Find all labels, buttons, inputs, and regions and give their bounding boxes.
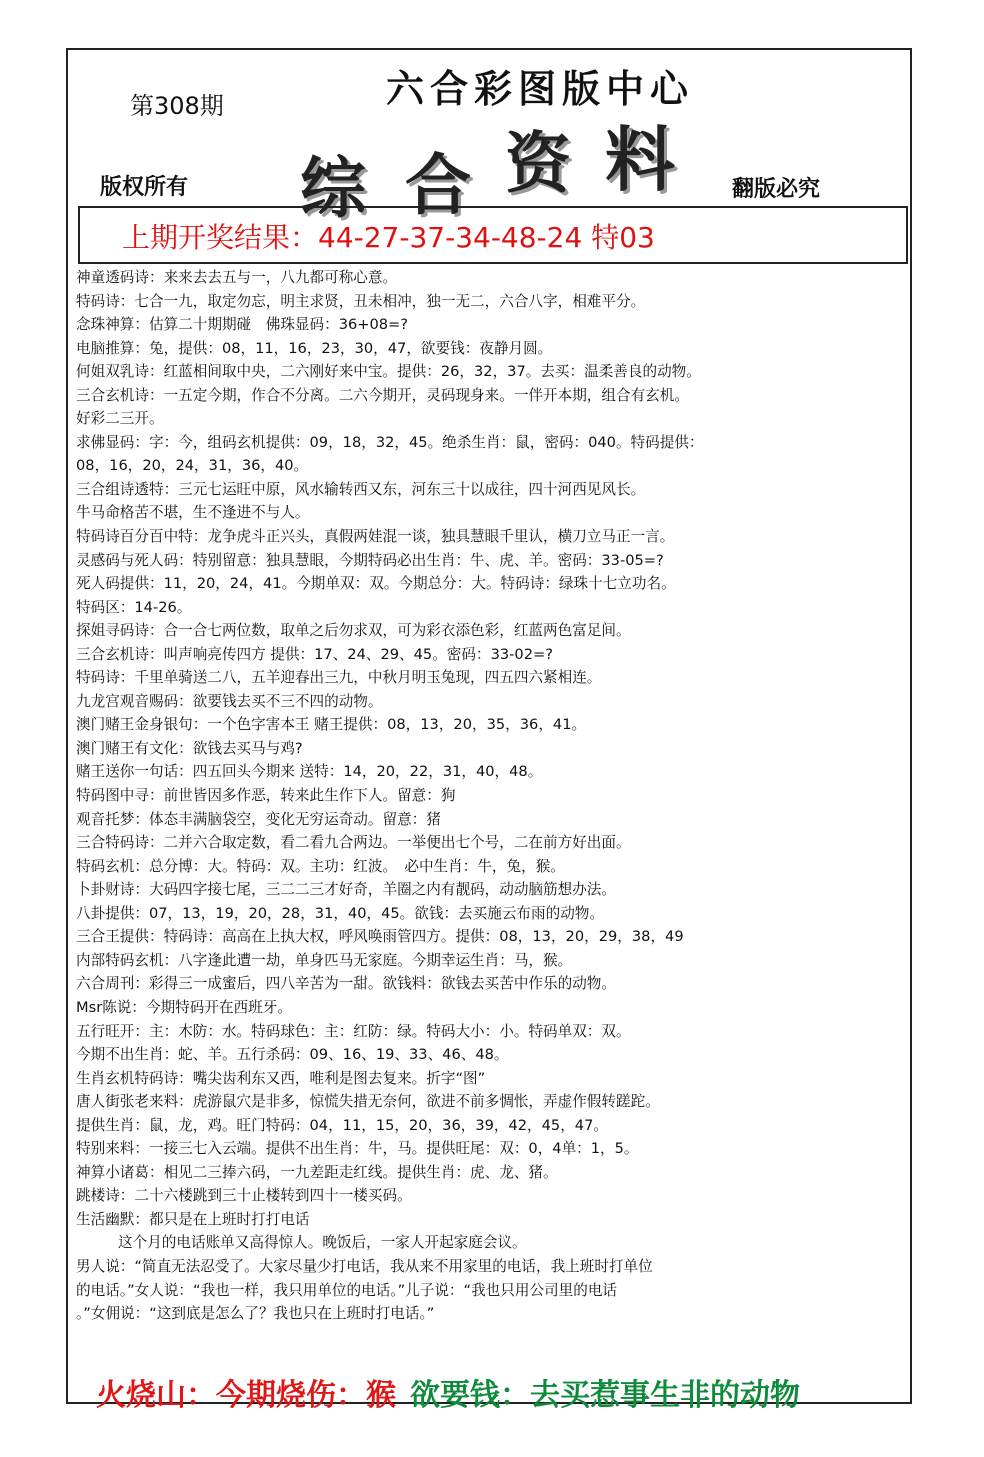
content-line: 男人说：“简直无法忍受了。大家尽量少打电话，我从来不用家里的电话，我上班时打单位 [76, 1257, 653, 1275]
content-line: 八卦提供：07，13，19，20，28，31，40，45。欲钱：去买施云布雨的动物。 [76, 904, 604, 922]
content-line: 08，16，20，24，31，36，40。 [76, 457, 309, 475]
content-line: 何姐双乳诗：红蓝相间取中央，二六刚好来中宝。提供：26，32，37。去买：温柔善良的动物。 [76, 363, 701, 381]
content-line: 卜卦财诗：大码四字接七尾，三二二三才好奇，羊圈之内有靓码，动动脑筋想办法。 [76, 881, 616, 899]
issue-number: 第308期 [130, 92, 224, 120]
center-title: 六合彩图版中心 [385, 66, 694, 111]
copyright-note: 版权所有 [100, 174, 189, 200]
content-line: 今期不出生肖：蛇、羊。五行杀码：09、16、19、33、46、48。 [76, 1046, 509, 1064]
big-title-char: 合 [405, 146, 471, 224]
footer-red-text: 火烧山：今期烧伤：猴 [96, 1378, 396, 1413]
content-line: 五行旺开：主：木防：水。特码球色：主：红防：绿。特码大小：小。特码单双：双。 [76, 1022, 631, 1040]
content-line: 三合组诗透特：三元七运旺中原，风水输转西又东，河东三十以成往，四十河西见风长。 [76, 480, 646, 498]
content-line: 特码诗：千里单骑送二八，五羊迎春出三九，中秋月明玉兔现，四五四六紧相连。 [76, 669, 602, 687]
big-title-char: 料 [605, 118, 675, 201]
content-line: 三合王提供：特码诗：高高在上执大权，呼风唤雨管四方。提供：08，13，20，29，38，49 [76, 928, 684, 946]
content-line: 观音托梦：体态丰满脑袋空，变化无穷运奇动。留意：猪 [76, 810, 441, 828]
big-title [300, 110, 720, 227]
footer-green-text: 欲要钱：去买惹事生非的动物 [410, 1378, 800, 1413]
content-line: 生肖玄机特码诗：嘴尖齿利东又西，唯利是图去复来。折字“图” [76, 1069, 486, 1087]
content-line: 生活幽默：都只是在上班时打打电话 [76, 1210, 310, 1228]
content-line: 。”女佣说：“这到底是怎么了？我也只在上班时打电话。” [76, 1305, 435, 1323]
content-line: Msr陈说：今期特码开在西班牙。 [76, 998, 292, 1016]
content-line: 澳门赌王金身银句：一个色字害本王 赌王提供：08，13，20，35，36，41。 [76, 716, 587, 734]
content-line: 好彩二三开。 [76, 410, 164, 428]
content-line: 神算小诸葛：相见二三捧六码，一九差距走红线。提供生肖：虎、龙、猪。 [76, 1163, 558, 1181]
content-line: 三合玄机诗：一五定今期，作合不分离。二六今期开，灵码现身来。一伴开本期，组合有玄机。 [76, 386, 689, 404]
big-title-char: 综 [300, 149, 366, 227]
content-line: 念珠神算：估算二十期期碰 佛珠显码：36+08=? [76, 316, 409, 334]
content-line: 特别来料：一接三七入云端。提供不出生肖：牛，马。提供旺尾：双：0，4单：1，5。 [76, 1140, 639, 1158]
content-line: 求佛显码：字：今，组码玄机提供：09，18，32，45。绝杀生肖：鼠，密码：040。特码提供： [76, 433, 704, 451]
footer-banner [96, 1370, 800, 1414]
big-title-char: 资 [505, 124, 571, 202]
content-line: 灵感码与死人码：特别留意：独具慧眼，今期特码必出生肖：牛、虎、羊。密码：33-05=? [76, 551, 664, 569]
content-line: 唐人街张老来料：虎游鼠穴是非多，惊慌失措无奈何，欲进不前多惆怅，弄虚作假转蹉跎。 [76, 1093, 660, 1111]
content-lines [76, 266, 906, 1326]
content-line: 特码区：14-26。 [76, 598, 192, 616]
content-line: 神童透码诗：来来去去五与一，八九都可称心意。 [76, 269, 398, 286]
content-line: 九龙宫观音赐码：欲要钱去买不三不四的动物。 [76, 692, 383, 710]
content-line: 提供生肖：鼠，龙，鸡。旺门特码：04，11，15，20，36，39，42，45，47。 [76, 1116, 608, 1134]
content-line: 特码诗：七合一九，取定勿忘，明主求贤，丑未相冲，独一无二，六合八字，相难平分。 [76, 292, 646, 310]
content-line: 探姐寻码诗：合一合七两位数，取单之后勿求双，可为彩衣添色彩，红蓝两色富足间。 [76, 622, 631, 640]
content-line: 三合玄机诗：叫声响亮传四方 提供：17、24、29、45。密码：33-02=? [76, 645, 553, 663]
last-draw-result: 上期开奖结果：44-27-37-34-48-24 特03 [122, 221, 655, 254]
content-line: 电脑推算：兔，提供：08，11，16，23，30，47，欲要钱：夜静月圆。 [76, 339, 553, 357]
piracy-note: 翻版必究 [732, 176, 821, 202]
content-line: 牛马命格苦不堪，生不逢进不与人。 [76, 504, 310, 522]
content-line: 死人码提供：11，20，24，41。今期单双：双。今期总分：大。特码诗：绿珠十七立功名。 [76, 575, 676, 593]
content-line: 内部特码玄机：八字逢此遭一劫，单身匹马无家庭。今期幸运生肖：马，猴。 [76, 951, 573, 969]
content-line: 跳楼诗：二十六楼跳到三十止楼转到四十一楼买码。 [76, 1187, 412, 1205]
content-line: 赌王送你一句话：四五回头今期来 送特：14，20，22，31，40，48。 [76, 763, 543, 781]
content-line: 的电话。”女人说：“我也一样，我只用单位的电话。”儿子说：“我也只用公司里的电话 [76, 1281, 618, 1299]
content-line: 六合周刊：彩得三一成蜜后，四八辛苦为一甜。欲钱料：欲钱去买苦中作乐的动物。 [76, 975, 616, 993]
content-line: 这个月的电话账单又高得惊人。晚饭后，一家人开起家庭会议。 [118, 1234, 527, 1252]
content-line: 三合特码诗：二并六合取定数，看二看九合两边。一举便出七个号，二在前方好出面。 [76, 834, 631, 852]
content-line: 特码图中寻：前世皆因多作恶，转来此生作下人。留意：狗 [76, 787, 456, 805]
content-line: 澳门赌王有文化：欲钱去买马与鸡? [76, 739, 303, 757]
content-line: 特码诗百分百中特：龙争虎斗正兴头，真假两娃混一谈，独具慧眼千里认，横刀立马正一言。 [76, 528, 675, 546]
content-line: 特码玄机：总分博：大。特码：双。主功：红波。 必中生肖：牛，兔，猴。 [76, 857, 565, 875]
